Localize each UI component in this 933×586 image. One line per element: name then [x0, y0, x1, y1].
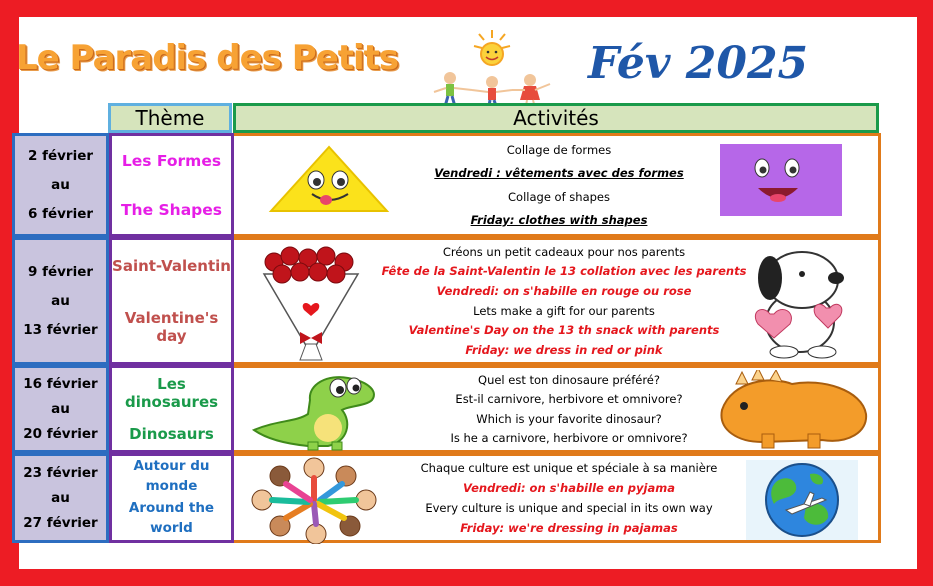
activity-line: Collage of shapes [508, 189, 610, 204]
theme-cell [109, 237, 234, 365]
week-row-2 [12, 237, 881, 365]
activity-lines [384, 368, 754, 450]
theme-en: Around the world [128, 500, 215, 536]
activity-line: Fête de la Saint-Valentin le 13 collation avec les parents [381, 264, 747, 279]
theme-en: Valentine's day [124, 309, 219, 345]
theme-en: The Shapes [120, 200, 222, 219]
week-row-3 [12, 365, 881, 453]
activity-line: Friday: we dress in red or pink [465, 343, 663, 358]
theme-cell [109, 365, 234, 453]
date-to: au [51, 489, 70, 506]
activity-line: Every culture is unique and special in its own way [425, 501, 713, 515]
date-to: au [51, 176, 70, 193]
date-start: 23 février [23, 464, 98, 481]
activity-line: Collage de formes [506, 142, 612, 157]
activity-line: Friday: clothes with shapes [470, 213, 648, 228]
theme-fr: Les dinosaures [124, 375, 219, 411]
date-cell [12, 453, 109, 543]
theme-fr: Les Formes [121, 151, 222, 170]
smiling-triangle-icon [268, 144, 390, 214]
daycare-title: Le Paradis des Petits [16, 38, 399, 78]
green-dinosaur-icon [248, 370, 400, 452]
date-end: 13 février [23, 321, 98, 338]
activity-lines [384, 456, 754, 540]
activity-lines [374, 136, 744, 234]
week-row-4 [12, 453, 881, 543]
activity-lines [364, 240, 764, 362]
theme-en: Dinosaurs [129, 425, 214, 443]
activity-line: Créons un petit cadeaux pour nos parents [442, 244, 686, 259]
activity-cell [234, 237, 881, 365]
activity-line: Est-il carnivore, herbivore et omnivore? [455, 392, 683, 407]
date-start: 2 février [27, 148, 94, 165]
activity-line: Vendredi: on s'habille en pyjama [463, 481, 675, 495]
date-to: au [51, 400, 70, 417]
theme-column-header: Thème [108, 103, 232, 133]
date-cell [12, 365, 109, 453]
activity-cell [234, 365, 881, 453]
date-start: 16 février [23, 376, 98, 393]
date-cell [12, 237, 109, 365]
activities-column-header: Activités [233, 103, 879, 133]
activity-line: Is he a carnivore, herbivore or omnivore? [450, 431, 688, 446]
globe-airplane-icon [746, 460, 858, 540]
activity-line: Friday: we're dressing in pajamas [460, 521, 678, 535]
snoopy-hearts-icon [740, 244, 868, 360]
theme-fr: Saint-Valentin [112, 257, 231, 275]
activity-line: Lets make a gift for our parents [473, 303, 655, 318]
theme-fr: Autour du monde [133, 458, 210, 494]
activity-line: Quel est ton dinosaure préféré? [478, 372, 660, 387]
date-start: 9 février [27, 264, 94, 281]
smiling-square-icon [718, 142, 844, 218]
date-cell [12, 133, 109, 237]
activity-cell [234, 133, 881, 237]
activity-line: Chaque culture est unique et spéciale à sa manière [420, 461, 718, 475]
month-title: Fév 2025 [588, 38, 809, 89]
children-circle-icon [242, 456, 386, 544]
date-end: 20 février [23, 425, 98, 442]
activity-line: Which is your favorite dinosaur? [476, 411, 662, 426]
week-row-1 [12, 133, 881, 237]
date-end: 6 février [27, 205, 94, 222]
activity-cell [234, 453, 881, 543]
orange-triceratops-icon [712, 370, 872, 452]
theme-cell [109, 453, 234, 543]
theme-cell [109, 133, 234, 237]
rose-bouquet-icon [256, 244, 366, 362]
date-end: 27 février [23, 515, 98, 532]
activity-line: Valentine's Day on the 13 th snack with parents [408, 323, 720, 338]
activity-line: Vendredi : vêtements avec des formes [434, 166, 684, 181]
date-to: au [51, 292, 70, 309]
activity-line: Vendredi: on s'habille en rouge ou rose [436, 284, 692, 299]
